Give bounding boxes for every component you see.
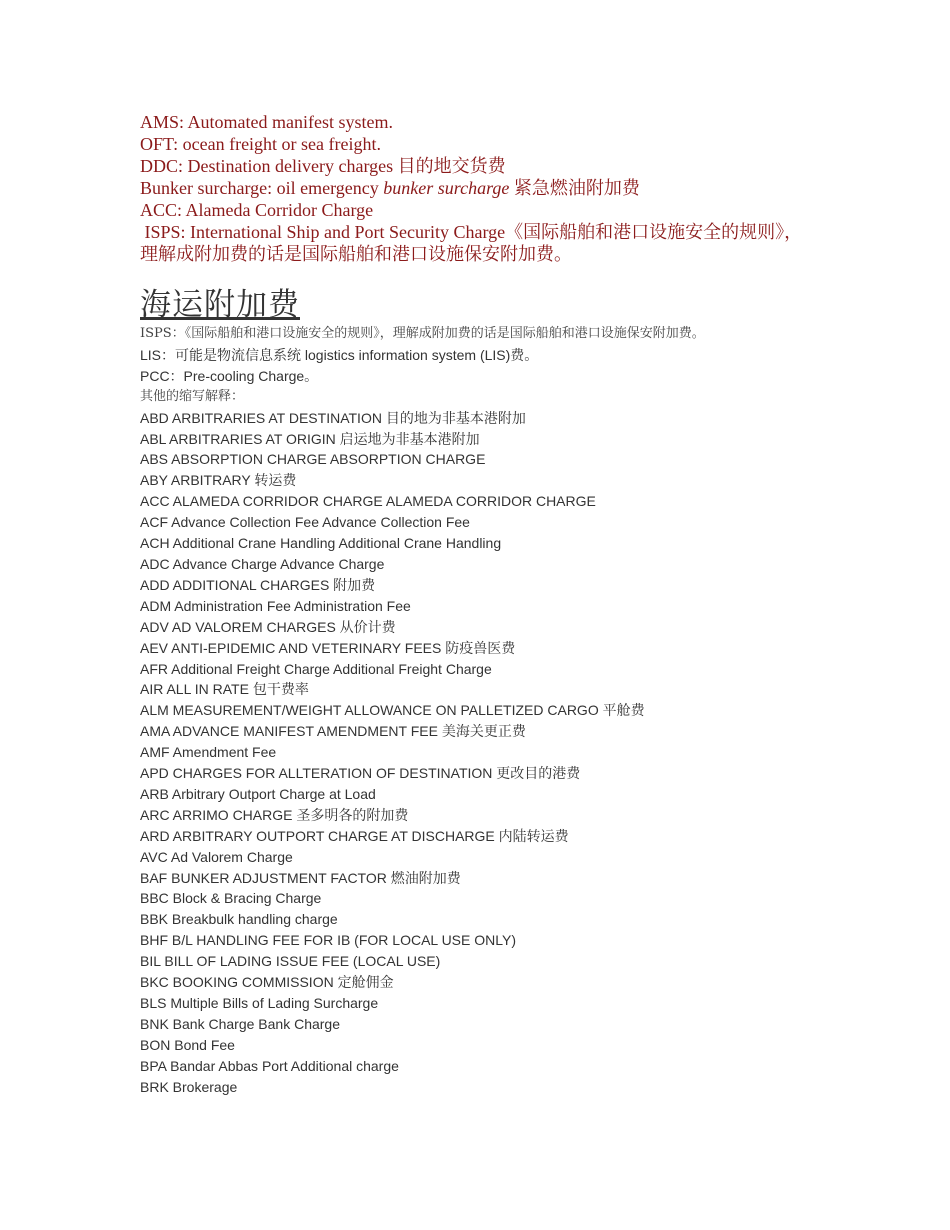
list-item: ADV AD VALOREM CHARGES 从价计费 bbox=[140, 618, 396, 635]
list-item: BKC BOOKING COMMISSION 定舱佣金 bbox=[140, 974, 394, 991]
list-item: BON Bond Fee bbox=[140, 1036, 235, 1053]
list-item: BBK Breakbulk handling charge bbox=[140, 911, 338, 928]
intro-line-oft: OFT: ocean freight or sea freight. bbox=[140, 134, 382, 154]
list-item: BHF B/L HANDLING FEE FOR IB (FOR LOCAL USE ONLY) bbox=[140, 932, 516, 949]
list-item: AMF Amendment Fee bbox=[140, 744, 277, 761]
note-lis: LIS：可能是物流信息系统 logistics information system (LIS)费。 bbox=[140, 346, 539, 363]
note-isps: ISPS：《国际船舶和港口设施安全的规则》，理解成附加费的话是国际船舶和港口设施保安附加费。 bbox=[140, 326, 705, 341]
list-item: BPA Bandar Abbas Port Additional charge bbox=[140, 1057, 399, 1074]
bunker-italic: bunker surcharge bbox=[383, 178, 510, 198]
list-item: ALM MEASUREMENT/WEIGHT ALLOWANCE ON PALLETIZED CARGO 平舱费 bbox=[140, 702, 645, 719]
note-pcc: PCC：Pre-cooling Charge。 bbox=[140, 367, 319, 384]
intro-block bbox=[140, 111, 820, 265]
note-other: 其他的缩写解释： bbox=[140, 388, 245, 404]
list-item: ADD ADDITIONAL CHARGES 附加费 bbox=[140, 576, 376, 593]
intro-line-acc: ACC: Alameda Corridor Charge bbox=[140, 200, 374, 220]
surcharge-list bbox=[140, 324, 820, 1098]
list-item: ARB Arbitrary Outport Charge at Load bbox=[140, 785, 376, 802]
list-item: ACH Additional Crane Handling Additional Crane Handling bbox=[140, 535, 502, 552]
list-item: ADM Administration Fee Administration Fee bbox=[140, 597, 411, 614]
list-item: AEV ANTI-EPIDEMIC AND VETERINARY FEES 防疫兽医费 bbox=[140, 639, 516, 656]
bunker-suffix: 紧急燃油附加费 bbox=[509, 178, 640, 198]
section-title: 海运附加费 bbox=[140, 287, 300, 323]
list-item: ABL ARBITRARIES AT ORIGIN 启运地为非基本港附加 bbox=[140, 430, 480, 447]
intro-line-isps: ISPS: International Ship and Port Security Charge《国际船舶和港口设施安全的规则》，理解成附加费的话是国际船舶和港口设施保安附加费。 bbox=[140, 222, 803, 264]
list-item: AVC Ad Valorem Charge bbox=[140, 848, 293, 865]
list-item: BAF BUNKER ADJUSTMENT FACTOR 燃油附加费 bbox=[140, 869, 461, 886]
list-item: AMA ADVANCE MANIFEST AMENDMENT FEE 美海关更正费 bbox=[140, 723, 526, 740]
list-item: ADC Advance Charge Advance Charge bbox=[140, 555, 385, 572]
document-page bbox=[140, 111, 820, 1098]
list-item: BBC Block & Bracing Charge bbox=[140, 890, 322, 907]
list-item: AFR Additional Freight Charge Additional Freight Charge bbox=[140, 660, 492, 677]
list-item: BLS Multiple Bills of Lading Surcharge bbox=[140, 995, 379, 1011]
list-item: BRK Brokerage bbox=[140, 1078, 238, 1095]
intro-line-bunker bbox=[140, 177, 820, 199]
list-item: ARC ARRIMO CHARGE 圣多明各的附加费 bbox=[140, 806, 409, 823]
list-item: APD CHARGES FOR ALLTERATION OF DESTINATION 更改目的港费 bbox=[140, 765, 581, 782]
intro-line-ams: AMS: Automated manifest system. bbox=[140, 112, 393, 132]
list-item: ABY ARBITRARY 转运费 bbox=[140, 472, 297, 489]
list-item: BNK Bank Charge Bank Charge bbox=[140, 1015, 340, 1032]
list-item: BIL BILL OF LADING ISSUE FEE (LOCAL USE) bbox=[140, 953, 441, 970]
list-item: ACC ALAMEDA CORRIDOR CHARGE ALAMEDA CORRIDOR CHARGE bbox=[140, 493, 596, 510]
list-item: ABS ABSORPTION CHARGE ABSORPTION CHARGE bbox=[140, 451, 486, 468]
list-item: ARD ARBITRARY OUTPORT CHARGE AT DISCHARGE 内陆转运费 bbox=[140, 827, 569, 844]
list-item: ABD ARBITRARIES AT DESTINATION 目的地为非基本港附加 bbox=[140, 409, 526, 426]
list-item: ACF Advance Collection Fee Advance Collection Fee bbox=[140, 514, 470, 531]
bunker-prefix: Bunker surcharge: oil emergency bbox=[140, 178, 384, 198]
intro-line-ddc: DDC: Destination delivery charges 目的地交货费 bbox=[140, 156, 506, 176]
list-item: AIR ALL IN RATE 包干费率 bbox=[140, 681, 309, 698]
